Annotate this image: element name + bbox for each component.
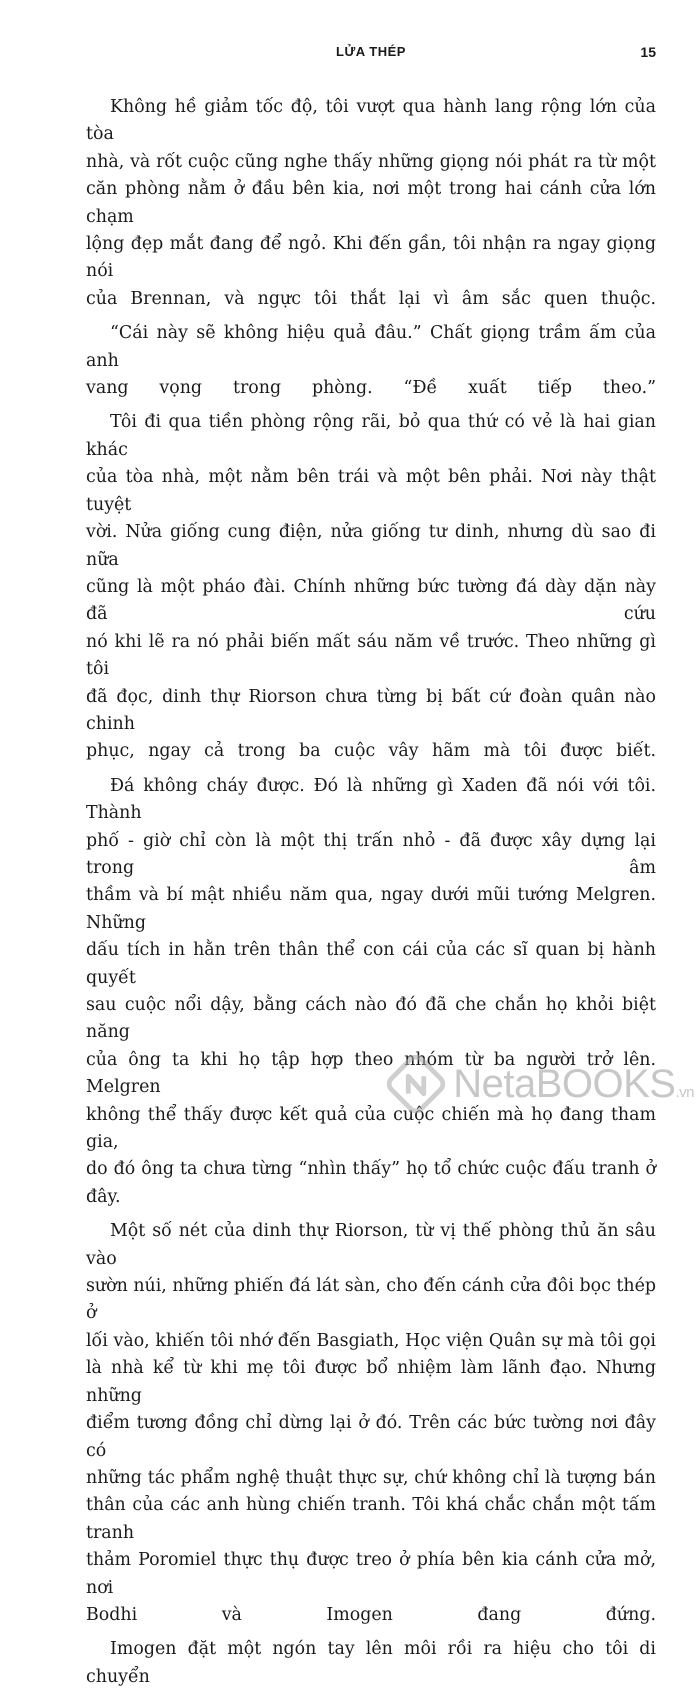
watermark-suffix: .vn: [675, 1083, 694, 1101]
watermark: [387, 1055, 694, 1113]
page-header: [86, 44, 656, 68]
paragraph-1: Không hề giảm tốc độ, tôi vượt qua hành lang rộng lớn của tòa nhà, và rốt cuộc cũng nghe thấy những giọng nói phát ra từ một căn phòng nằm ở đầu bên kia, nơi một trong hai cánh cửa lớn chạm lộng đẹp mắt đang để ngỏ. Khi đến gần, tôi nhận ra ngay giọng nói của Brennan, và ngực tôi thắt lại vì âm sắc quen thuộc.: [86, 97, 656, 309]
body-text: [86, 94, 656, 1698]
watermark-brand: NetaBOOKS.vn: [453, 1061, 694, 1106]
page-number: 15: [640, 44, 656, 60]
paragraph-2: “Cái này sẽ không hiệu quả đâu.” Chất giọng trầm ấm của anh vang vọng trong phòng. “Đề xuất tiếp theo.”: [86, 323, 656, 399]
paragraph-4: Đá không cháy được. Đó là những gì Xaden đã nói với tôi. Thành phố - giờ chỉ còn là một thị trấn nhỏ - đã được xây dựng lại trong âm thầm và bí mật nhiều năm qua, ngay dưới mũi tướng Melgren. Những dấu tích in hằn trên thân thể con cái của các sĩ quan bị hành quyết sau cuộc nổi dậy, bằng cách nào đó đã che chắn họ khỏi biệt năng của ông ta khi họ tập hợp theo nhóm từ ba người trở lên. Melgren không thể thấy được kết quả của cuộc chiến mà họ đang tham gia, do đó ông ta chưa từng “nhìn thấy” họ tổ chức cuộc đấu tranh ở đây.: [86, 775, 656, 1207]
running-title: LỬA THÉP: [336, 44, 406, 59]
paragraph-3: Tôi đi qua tiền phòng rộng rãi, bỏ qua thứ có vẻ là hai gian khác của tòa nhà, một nằm bên trái và một bên phải. Nơi này thật tuyệt vời. Nửa giống cung điện, nửa giống tư dinh, nhưng dù sao đi nữa cũng là một pháo đài. Chính những bức tường đá dày dặn này đã cứu nó khi lẽ ra nó phải biến mất sáu năm về trước. Theo những gì tôi đã đọc, dinh thự Riorson chưa từng bị bất cứ đoàn quân nào chinh phục, ngay cả trong ba cuộc vây hãm mà tôi được biết.: [86, 412, 656, 762]
netabooks-logo-icon: [387, 1055, 445, 1113]
paragraph-5: Một số nét của dinh thự Riorson, từ vị thế phòng thủ ăn sâu vào sườn núi, những phiến đá lát sàn, cho đến cánh cửa đôi bọc thép ở lối vào, khiến tôi nhớ đến Basgiath, Học viện Quân sự mà tôi gọi là nhà kể từ khi mẹ tôi được bổ nhiệm làm lãnh đạo. Nhưng những điểm tương đồng chỉ dừng lại ở đó. Trên các bức tường nơi đây có những tác phẩm nghệ thuật thực sự, chứ không chỉ là tượng bán thân của các anh hùng chiến tranh. Tôi khá chắc chắn một tấm tranh thảm Poromiel thực thụ được treo ở phía bên kia cánh cửa mở, nơi Bodhi và Imogen đang đứng.: [86, 1221, 656, 1625]
paragraph-6: Imogen đặt một ngón tay lên môi rồi ra hiệu cho tôi di chuyển: [86, 1639, 656, 1687]
